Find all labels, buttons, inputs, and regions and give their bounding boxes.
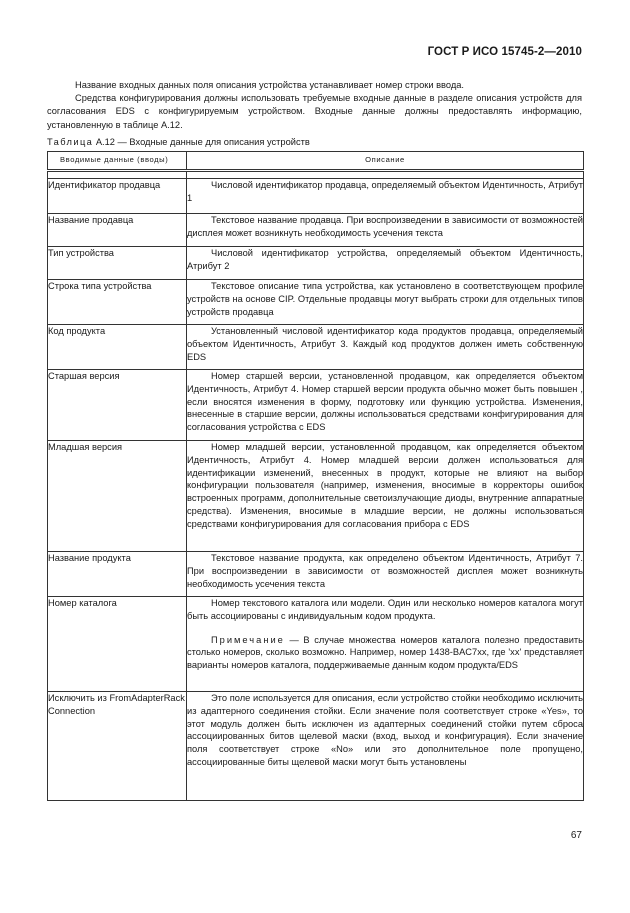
table-row bbox=[48, 692, 584, 801]
table-row bbox=[48, 597, 584, 692]
row-name: Название продукта bbox=[48, 552, 187, 597]
note-label: Примечание bbox=[211, 634, 285, 645]
table-row bbox=[48, 441, 584, 552]
table-row bbox=[48, 179, 584, 214]
row-description: Номер текстового каталога или модели. Один или несколько номеров каталога могут быть ассоциированы с индивидуальным кодом продукта. Примечание — В случае множества номеров каталога полезно предоставить столько номеров, сколько возможно. Например, номер 1438-BAC7xx, где 'xx' представляет варианты номеров каталога, поддерживаемые данным кодом продукта/EDS bbox=[187, 597, 584, 692]
row-description: Это поле используется для описания, если устройство стойки необходимо исключить из адаптерного соединения стойки. Если значение поля соответствует строке «Yes», то этот модуль должен быть исключен из адаптерных соединений стойки путем сброса ассоциированных битов щелевой маски (вход, выход и конфигурация). Если значение поля соответствует строке «No» или это дополнительное поле пропущено, ассоциированные биты щелевой маски могут быть установлены bbox=[187, 692, 584, 801]
row-name: Код продукта bbox=[48, 325, 187, 370]
row-description: Текстовое название продукта, как определено объектом Идентичность, Атрибут 7. При воспроизведении в зависимости от возможностей дисплея может возникнуть необходимость усечения текста bbox=[187, 552, 584, 597]
row-description: Номер старшей версии, установленной продавцом, как определяется объектом Идентичность, Атрибут 4. Номер старшей версии продукта обычно может быть повышен , если вносятся изменения в форму, подготовку или функцию устройства. Изменения, внесенные в старшие версии, должны использоваться средствами конфигурирования для согласования устройства с EDS bbox=[187, 370, 584, 441]
column-header-inputs: Вводимые данные (вводы) bbox=[48, 152, 187, 171]
row-name: Название продавца bbox=[48, 214, 187, 247]
table-row bbox=[48, 280, 584, 325]
table-note bbox=[187, 634, 583, 672]
document-header: ГОСТ Р ИСО 15745-2—2010 bbox=[427, 46, 582, 58]
intro-paragraph: Название входных данных поля описания устройства устанавливает номер строки ввода. bbox=[75, 80, 465, 90]
row-description: Числовой идентификатор устройства, определяемый объектом Идентичность, Атрибут 2 bbox=[187, 247, 584, 280]
table-row bbox=[48, 325, 584, 370]
table-row bbox=[48, 214, 584, 247]
table-row bbox=[48, 247, 584, 280]
table-row bbox=[48, 552, 584, 597]
row-name: Тип устройства bbox=[48, 247, 187, 280]
row-description: Номер младшей версии, установленной продавцом, как определяется объектом Идентичность, Атрибут 4. Номер младшей версии должен использоваться для идентификации изменений, внесенных в продукт, которые не влияют на выбор конфигурации пользователя (например, изменения, вносимые в корректоры ошибок встроенных программ, дополнительные светоизлучающие диоды, внутренние аппаратные средства). Изменения, вносимые в младшие версии, не должны использоваться средствами конфигурирования для согласования прибора с EDS bbox=[187, 441, 584, 552]
input-data-table bbox=[47, 151, 584, 801]
table-caption-title: А.12 — Входные данные для описания устройств bbox=[93, 137, 310, 147]
row-name: Младшая версия bbox=[48, 441, 187, 552]
row-name: Исключить из FromAdapterRackConnection bbox=[48, 692, 187, 801]
row-name: Идентификатор продавца bbox=[48, 179, 187, 214]
intro-paragraph: Средства конфигурирования должны использовать требуемые входные данные в разделе описания устройств для согласования EDS с конфигурируемым устройством. Входные данные должны предоставлять информацию, установленную в таблице А.12. bbox=[47, 93, 582, 130]
row-description: Текстовое название продавца. При воспроизведении в зависимости от возможностей дисплея может возникнуть необходимость усечения текста bbox=[187, 214, 584, 247]
table-row bbox=[48, 370, 584, 441]
row-name: Старшая версия bbox=[48, 370, 187, 441]
row-description: Установленный числовой идентификатор кода продуктов продавца, определяемый объектом Идентичность, Атрибут 3. Каждый код продуктов должен иметь собственную EDS bbox=[187, 325, 584, 370]
page-number: 67 bbox=[570, 830, 582, 841]
table-caption bbox=[47, 137, 310, 147]
table-caption-label: Таблица bbox=[47, 137, 94, 147]
note-text: — В случае множества номеров каталога полезно предоставить столько номеров, сколько возможно. Например, номер 1438-BAC7xx, где 'xx' представляет варианты номеров каталога, поддерживаемые данным кодом продукта/EDS bbox=[187, 634, 583, 671]
intro-text bbox=[47, 79, 582, 132]
row-name: Строка типа устройства bbox=[48, 280, 187, 325]
row-description: Текстовое описание типа устройства, как установлено в соответствующем профиле устройств на основе CIP. Отдельные продавцы могут выбрать строки для отдельных типов устройств продавца bbox=[187, 280, 584, 325]
column-header-description: Описание bbox=[187, 152, 584, 171]
row-name: Номер каталога bbox=[48, 597, 187, 692]
row-description: Числовой идентификатор продавца, определяемый объектом Идентичность, Атрибут 1 bbox=[187, 179, 584, 214]
